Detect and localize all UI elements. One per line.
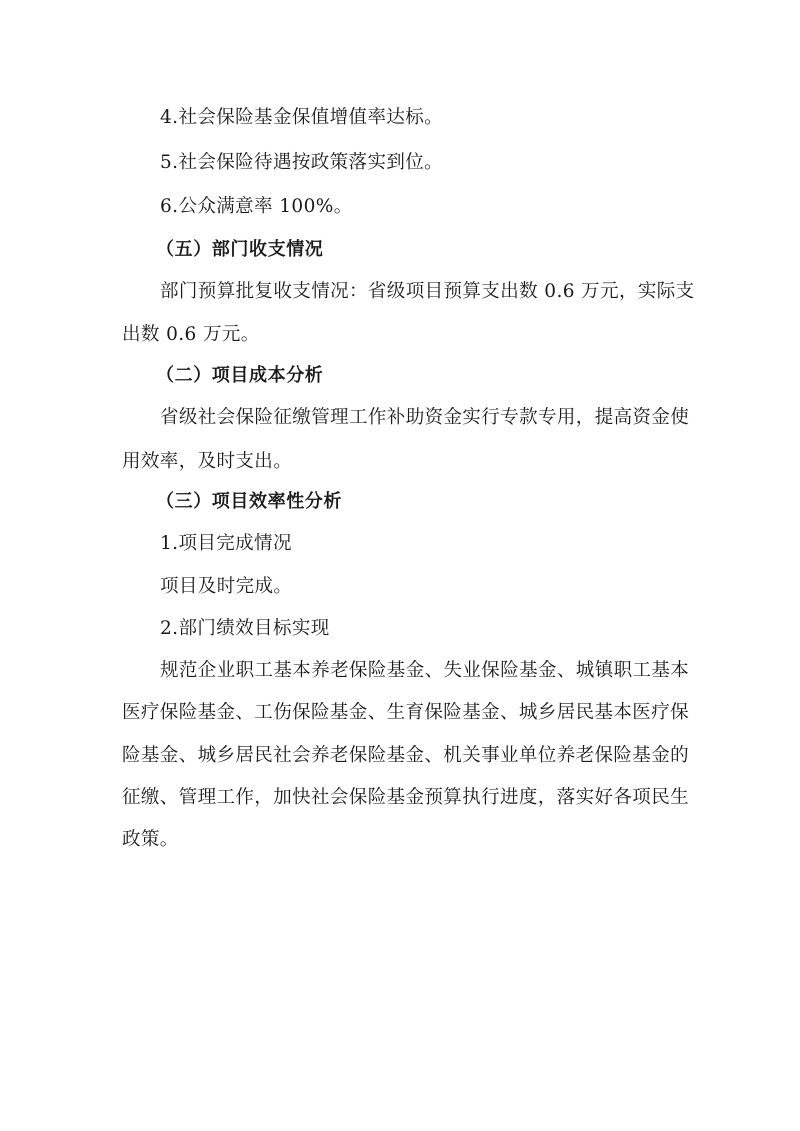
- paragraph-line: 用效率，及时支出。: [122, 451, 293, 472]
- paragraph-line: 政策。: [122, 829, 179, 850]
- subsection-title: 2.部门绩效目标实现: [160, 618, 330, 639]
- paragraph-line: 部门预算批复收支情况：省级项目预算支出数 0.6 万元，实际支: [160, 281, 695, 302]
- section-heading-cost: （二）项目成本分析: [156, 365, 324, 386]
- section-heading-efficiency: （三）项目效率性分析: [156, 491, 342, 512]
- subsection-text: 项目及时完成。: [160, 576, 293, 597]
- paragraph-line: 险基金、城乡居民社会养老保险基金、机关事业单位养老保险基金的: [122, 745, 690, 766]
- paragraph-line: 规范企业职工基本养老保险基金、失业保险基金、城镇职工基本: [160, 660, 690, 681]
- section-heading-revenue: （五）部门收支情况: [156, 239, 324, 260]
- paragraph-line: 出数 0.6 万元。: [122, 324, 260, 345]
- list-item-4: 4.社会保险基金保值增值率达标。: [160, 107, 444, 128]
- paragraph-line: 医疗保险基金、工伤保险基金、生育保险基金、城乡居民基本医疗保: [122, 702, 690, 723]
- paragraph-line: 征缴、管理工作，加快社会保险基金预算执行进度，落实好各项民生: [122, 787, 690, 808]
- list-item-6: 6.公众满意率 100%。: [160, 196, 353, 217]
- paragraph-line: 省级社会保险征缴管理工作补助资金实行专款专用，提高资金使: [160, 407, 690, 428]
- subsection-title: 1.项目完成情况: [160, 533, 292, 554]
- list-item-5: 5.社会保险待遇按政策落实到位。: [160, 152, 444, 173]
